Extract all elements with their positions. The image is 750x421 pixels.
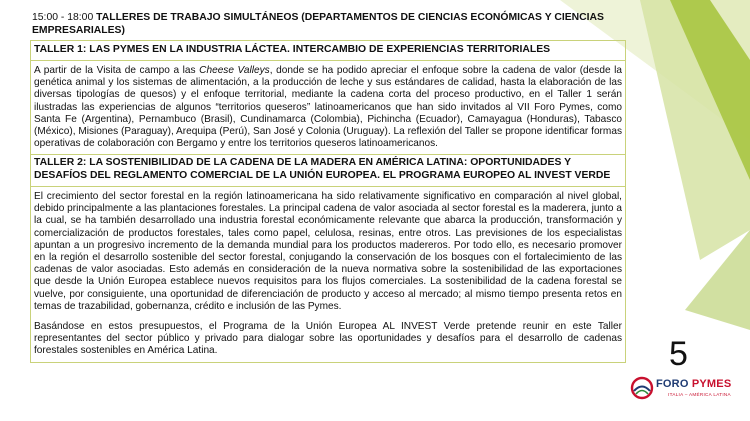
taller1-title: TALLER 1: LAS PYMES EN LA INDUSTRIA LÁCTEA. INTERCAMBIO DE EXPERIENCIAS TERRITORIALES	[31, 41, 625, 61]
taller2-description	[31, 187, 625, 362]
taller1-text-start: A partir de la Visita de campo a las	[34, 64, 200, 76]
session-time: 15:00 - 18:00	[32, 12, 94, 23]
session-title: TALLERES DE TRABAJO SIMULTÁNEOS (DEPARTAMENTOS DE CIENCIAS ECONÓMICAS Y CIENCIAS EMPRESARIALES)	[32, 12, 604, 36]
logo-wordmark	[656, 378, 731, 390]
workshops-table	[30, 40, 626, 362]
session-header	[32, 12, 626, 37]
taller2-title: TALLER 2: LA SOSTENIBILIDAD DE LA CADENA DE LA MADERA EN AMÉRICA LATINA: OPORTUNIDADES Y DESAFÍOS DEL REGLAMENTO COMERCIAL DE LA UNIÓN EUROPEA. EL PROGRAMA EUROPEO AL INVEST VERDE	[31, 155, 625, 187]
taller1-text-end: , donde se ha podido apreciar el enfoque sobre la cadena de valor (desde la genética animal y los sistemas de alimentación, a la producción de leche y sus estándares de calidad, hasta la elaboración de las diversas tipologías de quesos) y el enfoque territorial, mediante la cadena corta del proceso productivo, en el Taller 1 serán ilustradas las experiencias de algunos “territorios queseros” latinoamericanos que han sido invitados al VII Foro Pymes, como Santa Fe (Argentina), Pernambuco (Brasil), Cundinamarca (Colombia), Pichincha (Ecuador), Camayagua (Honduras), Tabasco (México), Misiones (Paraguay), Arequipa (Perú), San José y Colonia (Uruguay). La reflexión del Taller se propone identificar formas operativas de colaboración con Bergamo y entre los territorios queseros latinoamericanos.	[34, 64, 623, 150]
globe-logo-icon	[630, 376, 654, 400]
taller1-description	[31, 61, 625, 155]
cheese-valleys-text: Cheese Valleys	[199, 64, 270, 76]
foro-pymes-logo	[630, 376, 748, 406]
logo-wordmark-foro: FORO	[656, 378, 692, 390]
taller2-paragraph-1: El crecimiento del sector forestal en la región latinoamericana ha sido relativamente significativo en comparación al nivel global, debido principalmente a las plantaciones forestales. La principal cadena de valor asociada al sector forestal es la maderera, junto a la cual, se ha también desarrollado una industria forestal económicamente relevante que abarca la producción, transformación y comercialización de productos forestales, tales como papel, celulosa, resinas, entre otros. Las previsiones de los especialistas apuntan a un progresivo incremento de la demanda mundial para los productos madereros. Por todo ello, es necesario promover en la región el desarrollo sostenible del sector forestal, conjugando la conservación de los bosques con el fortalecimiento de las cadenas de valor asociadas. Esto además en consideración de la nueva normativa sobre la sostenibilidad de las exportaciones que desde la Unión Europea establece nuevos requisitos para los flujos comerciales. La sostenibilidad de la cadena forestal se vuelve, por consiguiente, una oportunidad de diferenciación de producto y acceso al mercado; al mismo tiempo presenta retos en temas de trazabilidad, gobernanza, crédito e inclusión de las Pymes.	[34, 191, 622, 312]
logo-subtitle: ITALIA – AMÉRICA LATINA	[668, 392, 731, 397]
page-number: 5	[669, 335, 688, 373]
taller2-paragraph-2: Basándose en estos presupuestos, el Programa de la Unión Europea AL INVEST Verde pretende reunir en este Taller representantes del sector público y privado para dialogar sobre las oportunidades y desafíos para el desarrollo de cadenas forestales sostenibles en América Latina.	[34, 321, 622, 357]
logo-wordmark-pymes: PYMES	[691, 378, 732, 390]
agenda-content	[30, 12, 626, 363]
